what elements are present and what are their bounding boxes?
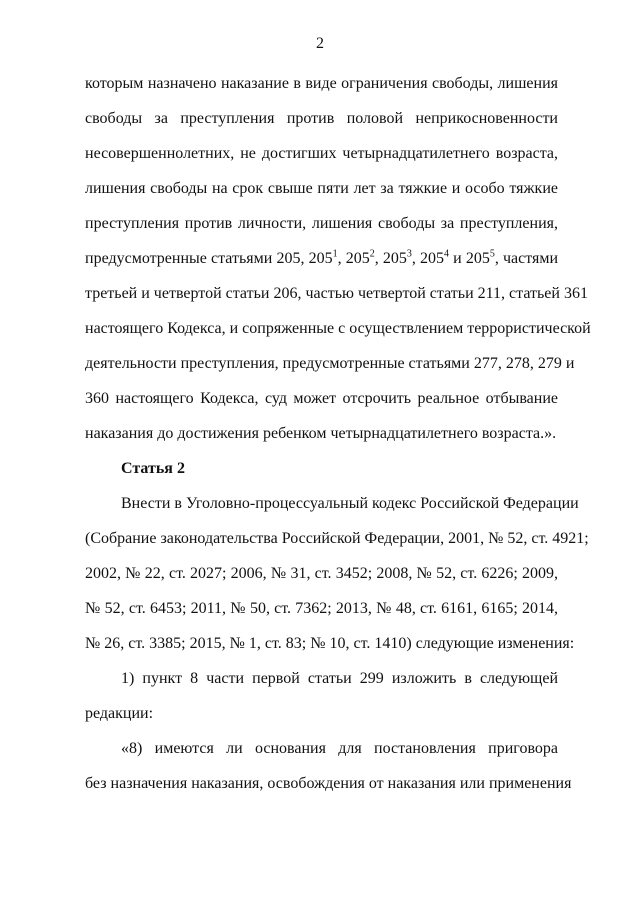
line-text-1: которым назначено наказание в виде ограничения свободы, лишения — [85, 75, 558, 92]
paragraph-line-12 — [121, 494, 579, 514]
paragraph-line-3 — [85, 144, 558, 164]
paragraph-line-18 — [85, 704, 558, 724]
line-text-20: без назначения наказания, освобождения от наказания или применения — [85, 775, 572, 792]
paragraph-line-1 — [85, 74, 558, 94]
paragraph-line-2 — [85, 109, 558, 129]
line-text-3: несовершеннолетних, не достигших четырнадцатилетнего возраста, — [85, 145, 558, 162]
line-text-10: 360 настоящего Кодекса, суд может отсрочить реальное отбывание — [85, 390, 558, 407]
article-superscript-3: 3 — [406, 248, 412, 260]
paragraph-line-7 — [85, 284, 588, 304]
line-text-14: 2002, № 22, ст. 2027; 2006, № 31, ст. 3452; 2008, № 52, ст. 6226; 2009, — [85, 565, 558, 582]
line-text-8: настоящего Кодекса, и сопряженные с осуществлением террористической — [85, 320, 591, 337]
paragraph-line-13 — [85, 529, 589, 549]
article-list-separator-4: и 205 — [449, 250, 490, 267]
line-text-12: Внести в Уголовно-процессуальный кодекс Российской Федерации — [121, 495, 579, 512]
article-superscript-1: 1 — [332, 248, 338, 260]
article-superscript-5: 5 — [489, 248, 495, 260]
paragraph-line-5 — [85, 214, 558, 234]
article-list-separator-2: , 205 — [374, 250, 407, 267]
paragraph-line-20 — [85, 774, 572, 794]
line-text-4: лишения свободы на срок свыше пяти лет за тяжкие и особо тяжкие — [85, 180, 558, 197]
paragraph-line-19 — [121, 739, 558, 759]
line-text-9: деятельности преступления, предусмотренные статьями 277, 278, 279 и — [85, 355, 575, 372]
paragraph-line-8 — [85, 319, 591, 339]
paragraph-line-10 — [85, 389, 558, 409]
line-text-13: (Собрание законодательства Российской Федерации, 2001, № 52, ст. 4921; — [85, 530, 589, 547]
article-heading-text: Статья 2 — [121, 460, 185, 477]
paragraph-line-6 — [85, 249, 558, 269]
article-superscript-2: 2 — [369, 248, 375, 260]
article-superscript-4: 4 — [444, 248, 449, 260]
line-text-17: 1) пункт 8 части первой статьи 299 изложить в следующей — [121, 670, 558, 687]
article-heading — [121, 459, 558, 479]
paragraph-line-14 — [85, 564, 558, 584]
article-list-separator-1: , 205 — [337, 250, 370, 267]
article-list-prefix: предусмотренные статьями 205, 205 — [85, 250, 333, 267]
line-text-16: № 26, ст. 3385; 2015, № 1, ст. 83; № 10, ст. 1410) следующие изменения: — [85, 635, 575, 652]
line-text-15: № 52, ст. 6453; 2011, № 50, ст. 7362; 2013, № 48, ст. 6161, 6165; 2014, — [85, 600, 558, 617]
line-text-5: преступления против личности, лишения свободы за преступления, — [85, 215, 558, 232]
line-text-19: «8) имеются ли основания для постановления приговора — [121, 740, 558, 757]
paragraph-line-9 — [85, 354, 575, 374]
paragraph-line-15 — [85, 599, 558, 619]
paragraph-line-11 — [85, 424, 558, 444]
line-text-2: свободы за преступления против половой неприкосновенности — [85, 110, 558, 127]
line-text-11: наказания до достижения ребенком четырнадцатилетнего возраста.». — [85, 425, 557, 442]
line-text-7: третьей и четвертой статьи 206, частью четвертой статьи 211, статьей 361 — [85, 285, 588, 302]
paragraph-line-4 — [85, 179, 558, 199]
paragraph-line-17 — [121, 669, 558, 689]
paragraph-line-16 — [85, 634, 575, 654]
page-number: 2 — [316, 35, 324, 52]
line-text-18: редакции: — [85, 705, 154, 722]
article-list-separator-3: , 205 — [411, 250, 444, 267]
article-list-suffix: , частями — [494, 250, 559, 267]
